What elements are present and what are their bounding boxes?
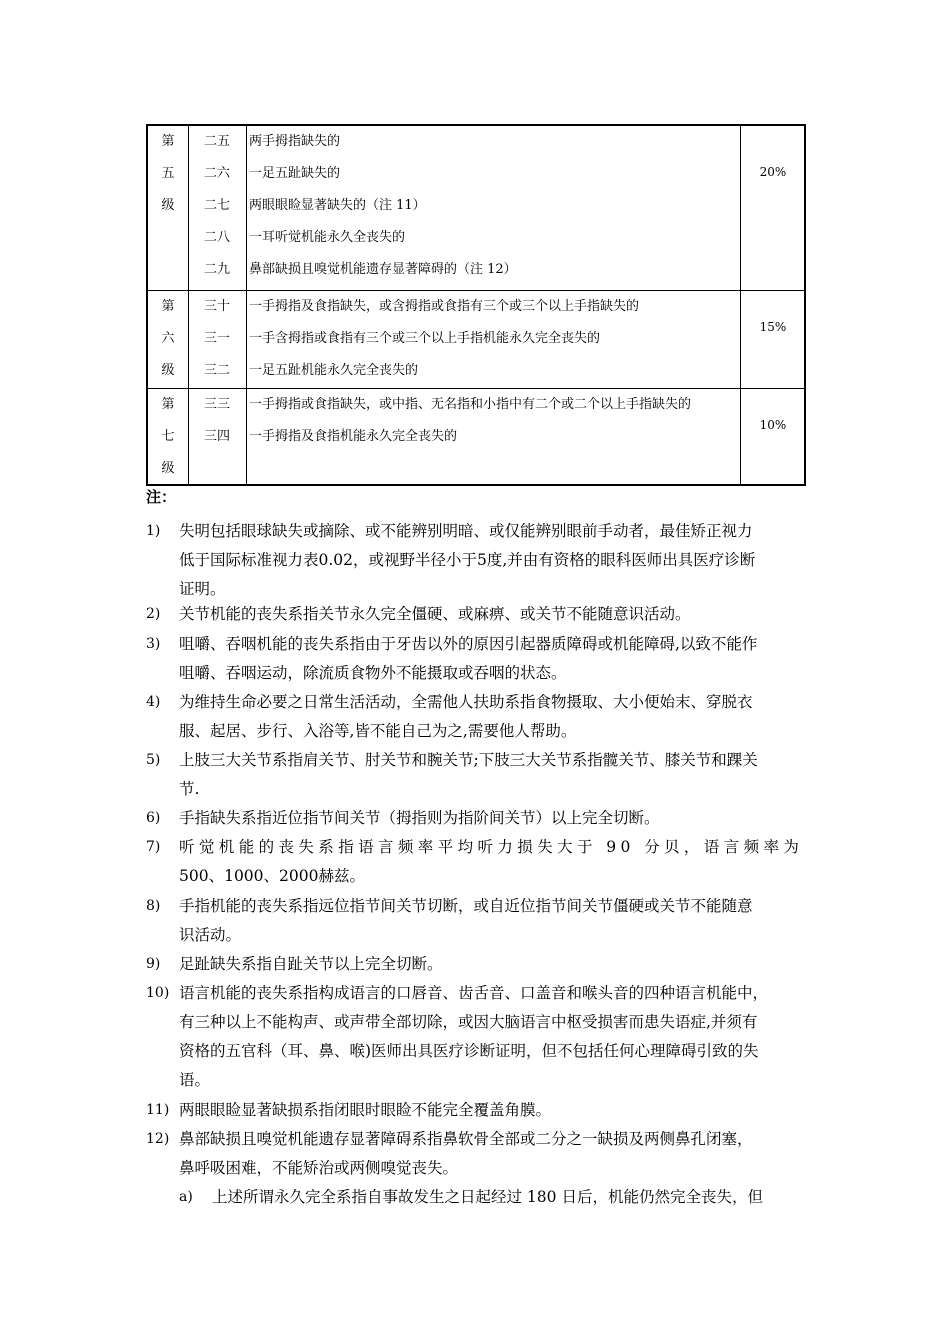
item-number: 二九: [203, 262, 230, 277]
item-number: 三三: [203, 397, 230, 412]
note-line: 关节机能的丧失系指关节永久完全僵硬、或麻痹、或关节不能随意识活动。: [179, 605, 691, 623]
note-line: 听觉机能的丧失系指语言频率平均听力损失大于 90 分贝，语言频率为: [179, 838, 804, 856]
grade-label: 五: [161, 166, 175, 181]
note-line: 咀嚼、吞咽机能的丧失系指由于牙齿以外的原因引起器质障碍或机能障碍,以致不能作: [179, 635, 758, 653]
note-number: 12): [146, 1131, 170, 1147]
note-line: 失明包括眼球缺失或摘除、或不能辨别明暗、或仅能辨别眼前手动者，最佳矫正视力: [179, 522, 753, 540]
note-number: a): [179, 1189, 193, 1205]
note-line: 手指缺失系指近位指节间关节（拇指则为指阶间关节）以上完全切断。: [179, 809, 660, 827]
item-text: 一耳听觉机能永久全丧失的: [249, 230, 406, 245]
item-text: 一手拇指或食指缺失，或中指、无名指和小指中有二个或二个以上手指缺失的: [249, 397, 692, 412]
note-line: 证明。: [179, 580, 226, 598]
grade-label: 第: [161, 299, 175, 314]
note-item: [146, 1183, 810, 1212]
item-number: 三四: [203, 429, 230, 444]
percent-value: 15%: [759, 320, 787, 334]
note-line: 节.: [179, 780, 200, 798]
note-number: 8): [146, 898, 161, 914]
grade-label: 级: [161, 363, 175, 378]
grade-label: 第: [161, 134, 175, 149]
note-line: 咀嚼、吞咽运动，除流质食物外不能摄取或吞咽的状态。: [179, 664, 567, 682]
note-number: 5): [146, 752, 161, 768]
note-line: 资格的五官科（耳、鼻、喉)医师出具医疗诊断证明，但不包括任何心理障碍引致的失: [179, 1042, 759, 1060]
note-number: 6): [146, 810, 161, 826]
note-item: [146, 1096, 810, 1125]
item-number: 二七: [203, 198, 230, 213]
note-line: 鼻呼吸困难，不能矫治或两侧嗅觉丧失。: [179, 1159, 459, 1177]
note-line: 上肢三大关节系指肩关节、肘关节和腕关节;下肢三大关节系指髋关节、膝关节和踝关: [179, 751, 758, 769]
grade-label: 六: [161, 331, 175, 346]
table-row-grade-7: [148, 388, 804, 484]
percent-value: 20%: [759, 165, 787, 179]
item-text: 鼻部缺损且嗅觉机能遗存显著障碍的（注 12）: [249, 262, 517, 277]
note-line: 足趾缺失系指自趾关节以上完全切断。: [179, 955, 443, 973]
note-line: 语言机能的丧失系指构成语言的口唇音、齿舌音、口盖音和喉头音的四种语言机能中，: [179, 984, 769, 1002]
grade-label: 级: [161, 198, 175, 213]
note-line: 服、起居、步行、入浴等,皆不能自己为之,需要他人帮助。: [179, 722, 577, 740]
notes-title: 注：: [146, 488, 177, 506]
note-item: [146, 833, 810, 891]
note-number: 3): [146, 636, 161, 652]
note-line: 两眼眼睑显著缺损系指闭眼时眼睑不能完全覆盖角膜。: [179, 1101, 552, 1119]
table-row-grade-6: [148, 290, 804, 388]
grade-label: 第: [161, 397, 175, 412]
item-text: 一手拇指及食指缺失，或含拇指或食指有三个或三个以上手指缺失的: [249, 299, 640, 314]
note-line: 识活动。: [179, 926, 242, 944]
note-line: 手指机能的丧失系指远位指节间关节切断，或自近位指节间关节僵硬或关节不能随意: [179, 897, 753, 915]
item-text: 一足五趾缺失的: [249, 166, 341, 181]
note-item: [146, 804, 810, 833]
disability-grade-table: [146, 124, 806, 486]
item-text: 一手拇指及食指机能永久完全丧失的: [249, 429, 458, 444]
item-number: 二八: [203, 230, 230, 245]
note-item: [146, 1125, 810, 1183]
note-number: 11): [146, 1102, 170, 1118]
note-line: 上述所谓永久完全系指自事故发生之日起经过 180 日后，机能仍然完全丧失，但: [212, 1188, 763, 1206]
note-line: 为维持生命必要之日常生活活动，全需他人扶助系指食物摄取、大小便始末、穿脱衣: [179, 693, 753, 711]
note-line: 有三种以上不能构声、或声带全部切除，或因大脑语言中枢受损害而患失语症,并须有: [179, 1013, 758, 1031]
grade-label: 级: [161, 461, 175, 476]
item-number: 三十: [203, 299, 230, 314]
item-text: 一足五趾机能永久完全丧失的: [249, 363, 419, 378]
percent-value: 10%: [759, 418, 787, 432]
note-number: 4): [146, 694, 161, 710]
grade-label: 七: [161, 429, 175, 444]
note-line: 鼻部缺损且嗅觉机能遗存显著障碍系指鼻软骨全部或二分之一缺损及两侧鼻孔闭塞，: [179, 1130, 753, 1148]
note-item: [146, 746, 810, 804]
note-item: [146, 517, 810, 604]
item-number: 三一: [203, 331, 230, 346]
note-number: 9): [146, 956, 161, 972]
note-number: 7): [146, 839, 161, 855]
note-line: 语。: [179, 1071, 211, 1089]
item-number: 三二: [203, 363, 230, 378]
note-line: 低于国际标准视力表0.02，或视野半径小于5度,并由有资格的眼科医师出具医疗诊断: [179, 551, 756, 569]
item-text: 两手拇指缺失的: [249, 134, 341, 149]
note-number: 1): [146, 523, 161, 539]
item-number: 二六: [203, 166, 230, 181]
item-number: 二五: [203, 134, 230, 149]
note-item: [146, 892, 810, 950]
note-number: 10): [146, 985, 170, 1001]
note-item: [146, 688, 810, 746]
note-item: [146, 600, 810, 629]
note-line: 500、1000、2000赫兹。: [179, 867, 365, 885]
note-item: [146, 630, 810, 688]
note-item: [146, 979, 810, 1095]
note-item: [146, 950, 810, 979]
table-row-grade-5: [148, 126, 804, 290]
item-text: 一手含拇指或食指有三个或三个以上手指机能永久完全丧失的: [249, 331, 601, 346]
item-text: 两眼眼睑显著缺失的（注 11）: [249, 198, 426, 213]
note-number: 2): [146, 606, 161, 622]
